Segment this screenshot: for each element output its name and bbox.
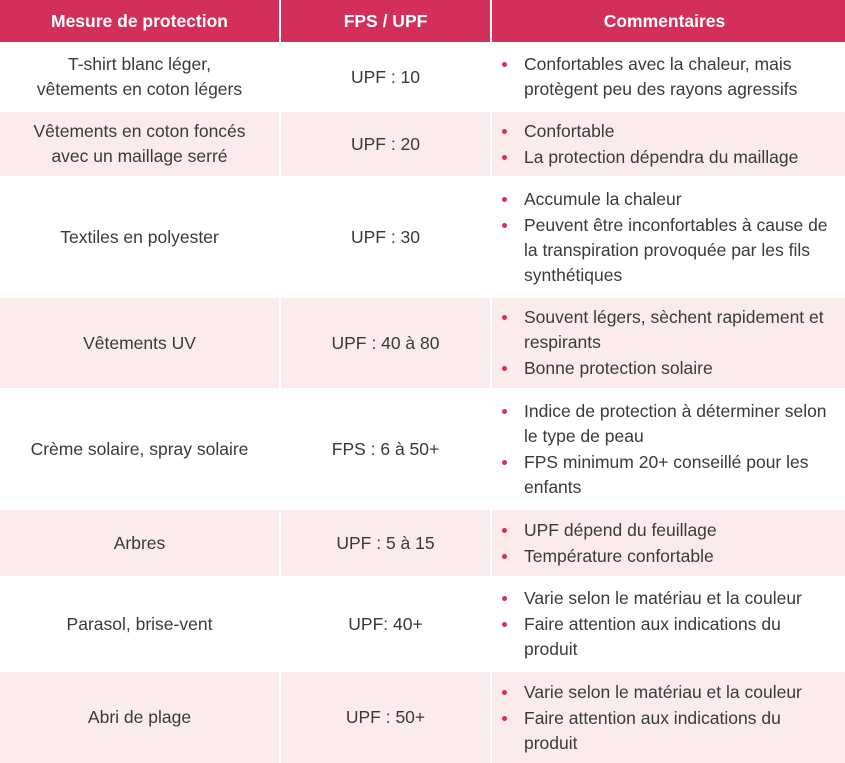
measure-cell <box>0 112 279 176</box>
comments-cell <box>492 44 845 110</box>
measure-line: Parasol, brise-vent <box>66 613 213 634</box>
table-row <box>0 298 845 388</box>
comment-item: FPS minimum 20+ conseillé pour les enfants <box>524 450 837 500</box>
table-row <box>0 672 845 763</box>
measure-line: Abri de plage <box>87 707 192 727</box>
table-row <box>0 178 845 296</box>
measure-cell <box>0 298 279 388</box>
comment-item: La protection dépendra du maillage <box>524 145 837 170</box>
factor-cell: UPF : 20 <box>281 112 490 176</box>
table-row <box>0 390 845 508</box>
measure-line: Crème solaire, spray solaire <box>30 438 249 459</box>
measure-line: Vêtements en coton foncés <box>33 121 246 141</box>
comment-item: Varie selon le matériau et la couleur <box>524 586 837 611</box>
comment-item: Faire attention aux indications du produit <box>524 706 837 756</box>
measure-cell <box>0 390 279 508</box>
comment-item: Faire attention aux indications du produit <box>524 612 837 662</box>
header-comments: Commentaires <box>492 0 845 42</box>
measure-cell <box>0 672 279 763</box>
factor-cell: UPF : 30 <box>281 178 490 296</box>
comment-item: Confortable <box>524 119 837 144</box>
comment-item: Accumule la chaleur <box>524 187 837 212</box>
measure-line: T-shirt blanc léger, <box>68 54 211 74</box>
comments-cell <box>492 112 845 176</box>
table-row <box>0 578 845 670</box>
comment-item: Température confortable <box>524 544 837 569</box>
comment-item: Confortables avec la chaleur, mais protègent peu des rayons agressifs <box>524 52 837 102</box>
table-header <box>0 0 845 42</box>
table-row <box>0 510 845 576</box>
comments-cell <box>492 298 845 388</box>
measure-line: avec un maillage serré <box>51 146 228 166</box>
comments-cell <box>492 672 845 763</box>
comment-item: UPF dépend du feuillage <box>524 518 837 543</box>
factor-cell: UPF : 40 à 80 <box>281 298 490 388</box>
comments-cell <box>492 510 845 576</box>
comments-cell <box>492 178 845 296</box>
comment-item: Peuvent être inconfortables à cause de la transpiration provoquée par les fils synthétiques <box>524 213 837 288</box>
factor-cell: UPF : 5 à 15 <box>281 510 490 576</box>
measure-cell <box>0 578 279 670</box>
comments-cell <box>492 390 845 508</box>
header-measure: Mesure de protection <box>0 0 279 42</box>
factor-cell: FPS : 6 à 50+ <box>281 390 490 508</box>
measure-line: Arbres <box>113 532 166 553</box>
factor-cell: UPF: 40+ <box>281 578 490 670</box>
measure-cell <box>0 44 279 110</box>
comment-item: Varie selon le matériau et la couleur <box>524 680 837 705</box>
header-factor: FPS / UPF <box>281 0 490 42</box>
comment-item: Indice de protection à déterminer selon le type de peau <box>524 399 837 449</box>
comment-item: Bonne protection solaire <box>524 356 837 381</box>
measure-cell <box>0 510 279 576</box>
factor-cell: UPF : 50+ <box>281 672 490 763</box>
measure-line: vêtements en coton légers <box>36 79 243 99</box>
measure-cell <box>0 178 279 296</box>
table-row <box>0 112 845 176</box>
factor-cell: UPF : 10 <box>281 44 490 110</box>
comments-cell <box>492 578 845 670</box>
measure-line: Textiles en polyester <box>60 226 219 247</box>
measure-line: Vêtements UV <box>83 332 196 353</box>
comment-item: Souvent légers, sèchent rapidement et respirants <box>524 305 837 355</box>
table-row <box>0 44 845 110</box>
